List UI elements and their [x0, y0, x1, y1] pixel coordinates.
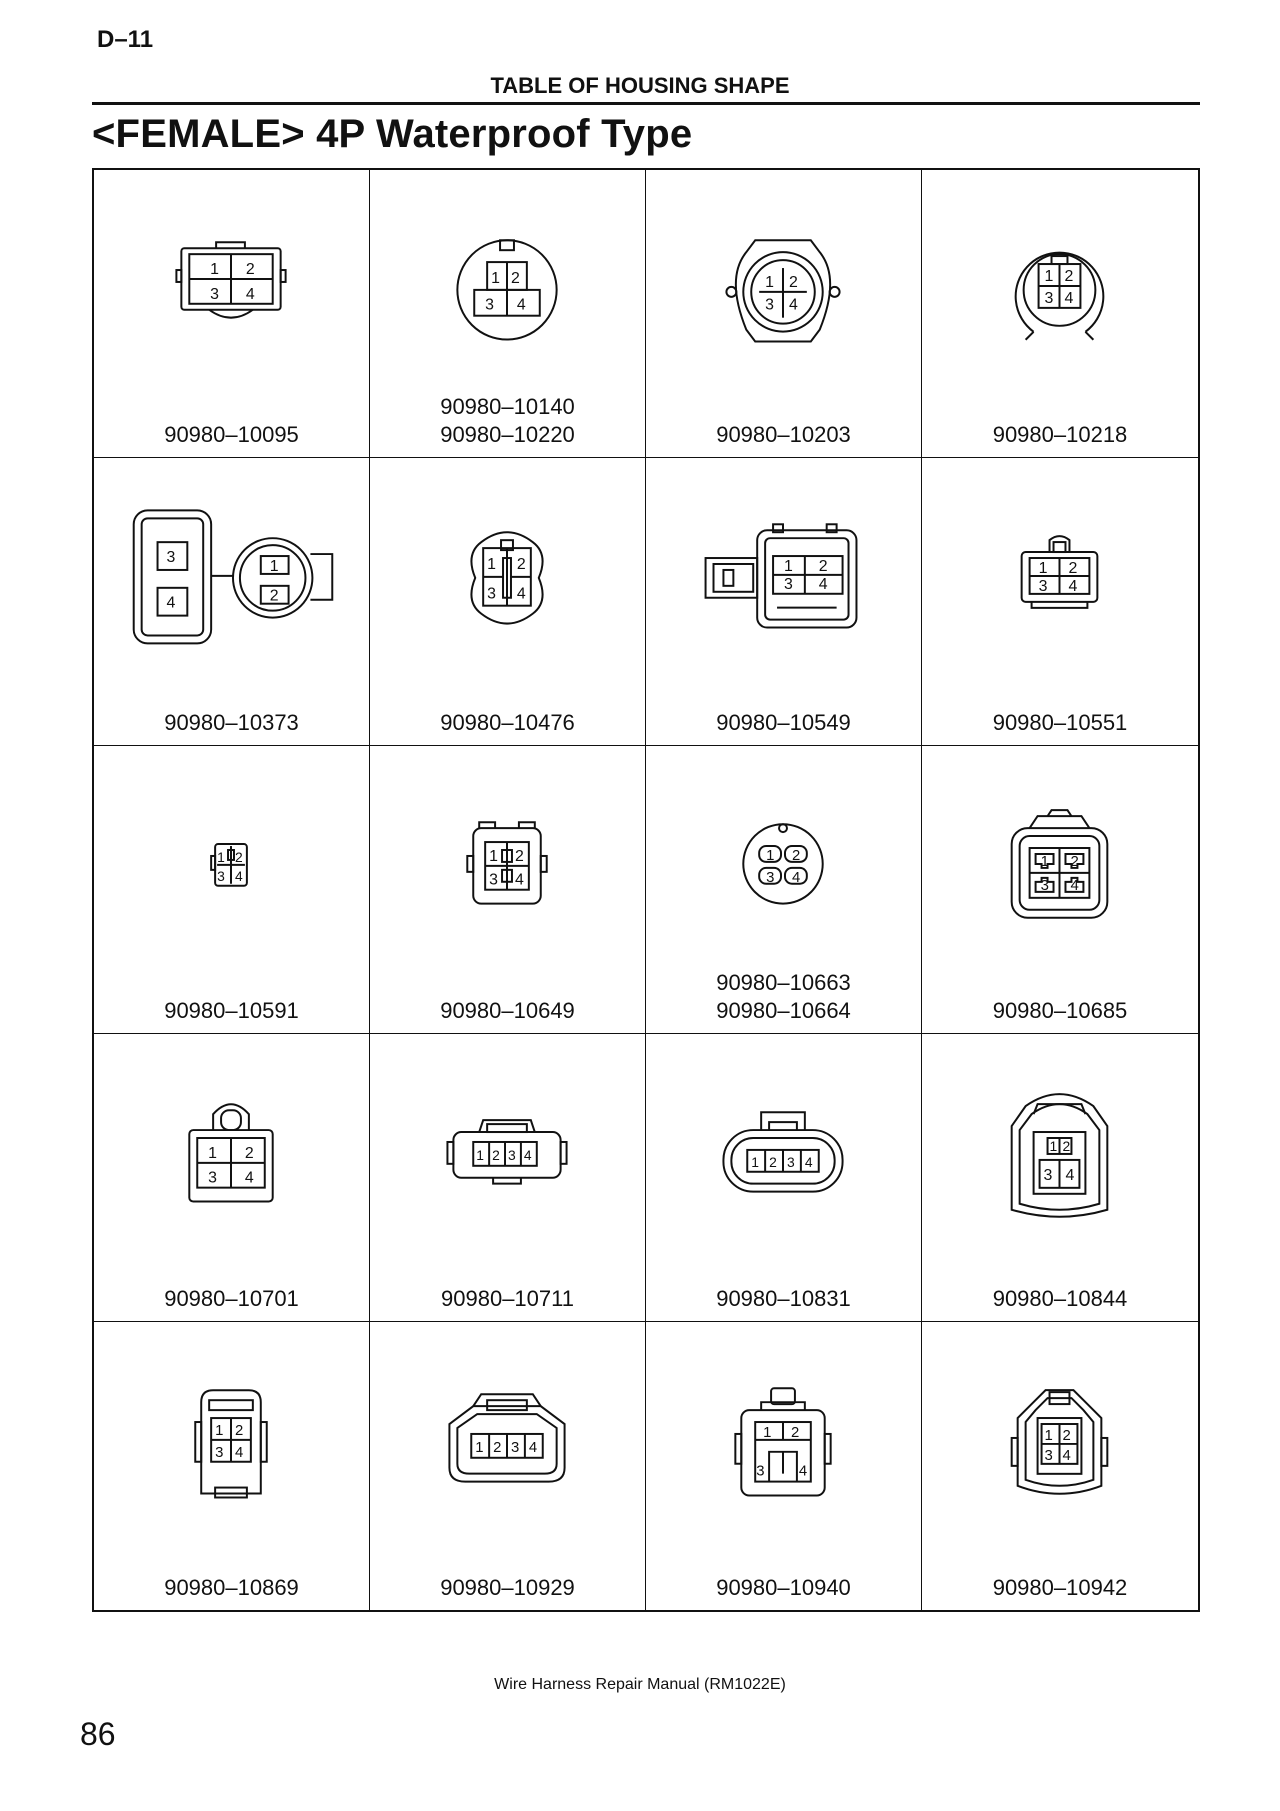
- svg-text:2: 2: [514, 847, 524, 865]
- svg-text:1: 1: [783, 557, 793, 575]
- part-numbers: [370, 709, 645, 737]
- connector-10869-icon: [94, 1322, 369, 1532]
- connector-cell: [370, 170, 646, 458]
- connector-10551-icon: [922, 458, 1198, 668]
- connector-10649-icon: [370, 746, 645, 956]
- svg-text:1: 1: [1049, 1137, 1058, 1154]
- connector-cell: [370, 1034, 646, 1322]
- svg-text:4: 4: [788, 296, 798, 314]
- svg-text:4: 4: [166, 594, 176, 612]
- part-numbers: [370, 1285, 645, 1313]
- svg-text:1: 1: [489, 847, 498, 865]
- svg-text:4: 4: [1064, 289, 1074, 307]
- svg-text:1: 1: [215, 1422, 224, 1439]
- part-number: 90980–10940: [716, 1575, 851, 1600]
- svg-text:1: 1: [491, 269, 500, 287]
- connector-10831-icon: [646, 1034, 921, 1244]
- connector-cell: [646, 746, 922, 1034]
- svg-text:4: 4: [516, 296, 526, 314]
- svg-text:2: 2: [510, 269, 520, 287]
- housing-table: [92, 168, 1200, 1612]
- svg-text:1: 1: [765, 273, 774, 291]
- connector-10844-icon: [922, 1034, 1198, 1244]
- svg-text:2: 2: [244, 1144, 254, 1162]
- connector-10549-icon: [646, 458, 921, 668]
- svg-text:2: 2: [791, 847, 801, 864]
- svg-text:2: 2: [769, 1153, 777, 1170]
- svg-text:4: 4: [818, 575, 828, 593]
- svg-text:2: 2: [234, 848, 243, 865]
- connector-cell: [646, 170, 922, 458]
- part-numbers: [646, 421, 921, 449]
- part-number: 90980–10591: [164, 998, 299, 1023]
- connector-cell: [646, 1322, 922, 1610]
- part-numbers: [646, 1574, 921, 1602]
- part-number: 90980–10711: [441, 1286, 574, 1311]
- connector-cell: [922, 458, 1198, 746]
- part-number: 90980–10831: [716, 1286, 851, 1311]
- part-numbers: [94, 1285, 369, 1313]
- part-number: 90980–10549: [716, 710, 851, 735]
- svg-text:1: 1: [476, 1146, 484, 1163]
- svg-text:4: 4: [514, 871, 524, 889]
- connector-10373-icon: [94, 458, 369, 668]
- svg-text:3: 3: [1044, 1446, 1053, 1464]
- svg-text:2: 2: [492, 1146, 500, 1163]
- part-numbers: [370, 1574, 645, 1602]
- connector-10095-icon: [94, 170, 369, 380]
- part-number: 90980–10869: [164, 1575, 299, 1600]
- svg-text:3: 3: [507, 1146, 516, 1163]
- svg-text:2: 2: [1070, 852, 1079, 870]
- svg-text:3: 3: [1038, 577, 1048, 595]
- svg-text:3: 3: [485, 296, 495, 314]
- connector-10203-icon: [646, 170, 921, 380]
- connector-10591-icon: [94, 746, 369, 956]
- svg-text:1: 1: [269, 557, 279, 575]
- svg-text:2: 2: [1064, 267, 1074, 285]
- part-number: 90980–10218: [992, 422, 1128, 447]
- svg-text:1: 1: [1038, 559, 1048, 577]
- svg-text:1: 1: [763, 1424, 772, 1441]
- connector-cell: [94, 458, 370, 746]
- connector-10942-icon: [922, 1322, 1198, 1532]
- part-number: 90980–10663: [716, 970, 851, 995]
- connector-10140-icon: [370, 170, 645, 380]
- part-number: 90980–10844: [992, 1286, 1128, 1311]
- svg-text:3: 3: [1040, 876, 1049, 894]
- section-code: D–11: [97, 26, 154, 53]
- connector-cell: [94, 746, 370, 1034]
- svg-text:3: 3: [208, 1169, 218, 1187]
- part-numbers: [94, 421, 369, 449]
- svg-text:3: 3: [766, 869, 775, 886]
- svg-text:3: 3: [1044, 289, 1054, 307]
- svg-text:1: 1: [1040, 852, 1049, 870]
- svg-text:4: 4: [528, 1439, 538, 1456]
- svg-text:4: 4: [523, 1146, 532, 1163]
- part-number: 90980–10685: [992, 998, 1128, 1023]
- connector-cell: [646, 1034, 922, 1322]
- part-numbers: [94, 709, 369, 737]
- connector-10929-icon: [370, 1322, 645, 1532]
- header-title: TABLE OF HOUSING SHAPE: [490, 73, 790, 98]
- part-numbers: [94, 1574, 369, 1602]
- connector-cell: [922, 1034, 1198, 1322]
- part-numbers: [94, 997, 369, 1025]
- svg-text:3: 3: [786, 1153, 795, 1170]
- part-numbers: [646, 1285, 921, 1313]
- svg-text:1: 1: [475, 1439, 484, 1456]
- connector-10663-icon: [646, 746, 921, 956]
- svg-text:3: 3: [217, 867, 225, 884]
- part-number: 90980–10476: [440, 710, 575, 735]
- svg-text:2: 2: [1068, 559, 1078, 577]
- part-numbers: [370, 997, 645, 1025]
- svg-text:3: 3: [756, 1463, 765, 1480]
- svg-text:3: 3: [215, 1444, 224, 1461]
- svg-text:1: 1: [210, 261, 219, 279]
- svg-text:3: 3: [210, 285, 219, 303]
- connector-cell: [922, 170, 1198, 458]
- svg-text:3: 3: [1043, 1166, 1053, 1184]
- svg-text:4: 4: [1068, 577, 1078, 595]
- manual-footer: Wire Harness Repair Manual (RM1022E): [494, 1676, 786, 1693]
- svg-text:4: 4: [234, 867, 243, 884]
- svg-text:1: 1: [1044, 1426, 1053, 1444]
- svg-text:1: 1: [217, 848, 225, 865]
- part-numbers: [646, 969, 921, 1025]
- svg-text:2: 2: [493, 1439, 502, 1456]
- svg-text:2: 2: [788, 273, 798, 291]
- connector-cell: [922, 1322, 1198, 1610]
- svg-text:4: 4: [791, 869, 801, 886]
- part-numbers: [646, 709, 921, 737]
- part-number: 90980–10220: [440, 422, 575, 447]
- svg-text:2: 2: [234, 1422, 244, 1439]
- svg-text:3: 3: [510, 1439, 520, 1456]
- svg-text:4: 4: [1065, 1166, 1075, 1184]
- svg-text:2: 2: [1062, 1426, 1071, 1444]
- part-numbers: [922, 997, 1198, 1025]
- svg-text:3: 3: [166, 549, 176, 567]
- header-rule: [92, 102, 1200, 105]
- part-number: 90980–10942: [992, 1575, 1128, 1600]
- svg-text:1: 1: [1044, 267, 1054, 285]
- connector-cell: [94, 170, 370, 458]
- connector-10711-icon: [370, 1034, 645, 1244]
- svg-text:2: 2: [269, 587, 279, 605]
- part-number: 90980–10649: [440, 998, 575, 1023]
- svg-text:4: 4: [804, 1153, 813, 1170]
- connector-cell: [94, 1322, 370, 1610]
- part-numbers: [922, 1285, 1198, 1313]
- svg-text:2: 2: [1062, 1137, 1071, 1154]
- connector-10940-icon: [646, 1322, 921, 1532]
- connector-10685-icon: [922, 746, 1198, 956]
- page-number: 86: [80, 1716, 116, 1752]
- part-number: 90980–10701: [164, 1286, 299, 1311]
- connector-10701-icon: [94, 1034, 369, 1244]
- connector-cell: [370, 1322, 646, 1610]
- connector-cell: [370, 458, 646, 746]
- part-numbers: [370, 393, 645, 449]
- part-number: 90980–10095: [164, 422, 299, 447]
- part-number: 90980–10140: [440, 394, 575, 419]
- svg-text:2: 2: [516, 555, 526, 573]
- part-number: 90980–10373: [164, 710, 299, 735]
- svg-text:4: 4: [234, 1444, 244, 1461]
- svg-text:4: 4: [244, 1169, 254, 1187]
- svg-text:3: 3: [765, 296, 774, 314]
- svg-text:2: 2: [790, 1424, 800, 1441]
- connector-cell: [370, 746, 646, 1034]
- svg-text:3: 3: [487, 585, 496, 603]
- part-numbers: [922, 1574, 1198, 1602]
- connector-cell: [922, 746, 1198, 1034]
- connector-10476-icon: [370, 458, 645, 668]
- svg-text:4: 4: [1062, 1446, 1071, 1464]
- svg-text:3: 3: [489, 871, 498, 889]
- svg-text:4: 4: [798, 1463, 808, 1480]
- svg-text:1: 1: [751, 1153, 759, 1170]
- connector-10218-icon: [922, 170, 1198, 380]
- svg-text:1: 1: [766, 847, 775, 864]
- page-title: <FEMALE> 4P Waterproof Type: [92, 112, 693, 156]
- svg-text:4: 4: [245, 285, 255, 303]
- part-number: 90980–10203: [716, 422, 851, 447]
- part-number: 90980–10929: [440, 1575, 575, 1600]
- svg-text:2: 2: [818, 557, 828, 575]
- connector-cell: [94, 1034, 370, 1322]
- part-numbers: [922, 421, 1198, 449]
- svg-text:1: 1: [487, 555, 496, 573]
- svg-text:4: 4: [1070, 876, 1079, 894]
- connector-cell: [646, 458, 922, 746]
- part-number: 90980–10664: [716, 998, 851, 1023]
- part-number: 90980–10551: [992, 710, 1128, 735]
- part-numbers: [922, 709, 1198, 737]
- svg-text:2: 2: [245, 261, 255, 279]
- svg-text:4: 4: [516, 585, 526, 603]
- svg-text:1: 1: [208, 1144, 218, 1162]
- svg-text:3: 3: [783, 575, 793, 593]
